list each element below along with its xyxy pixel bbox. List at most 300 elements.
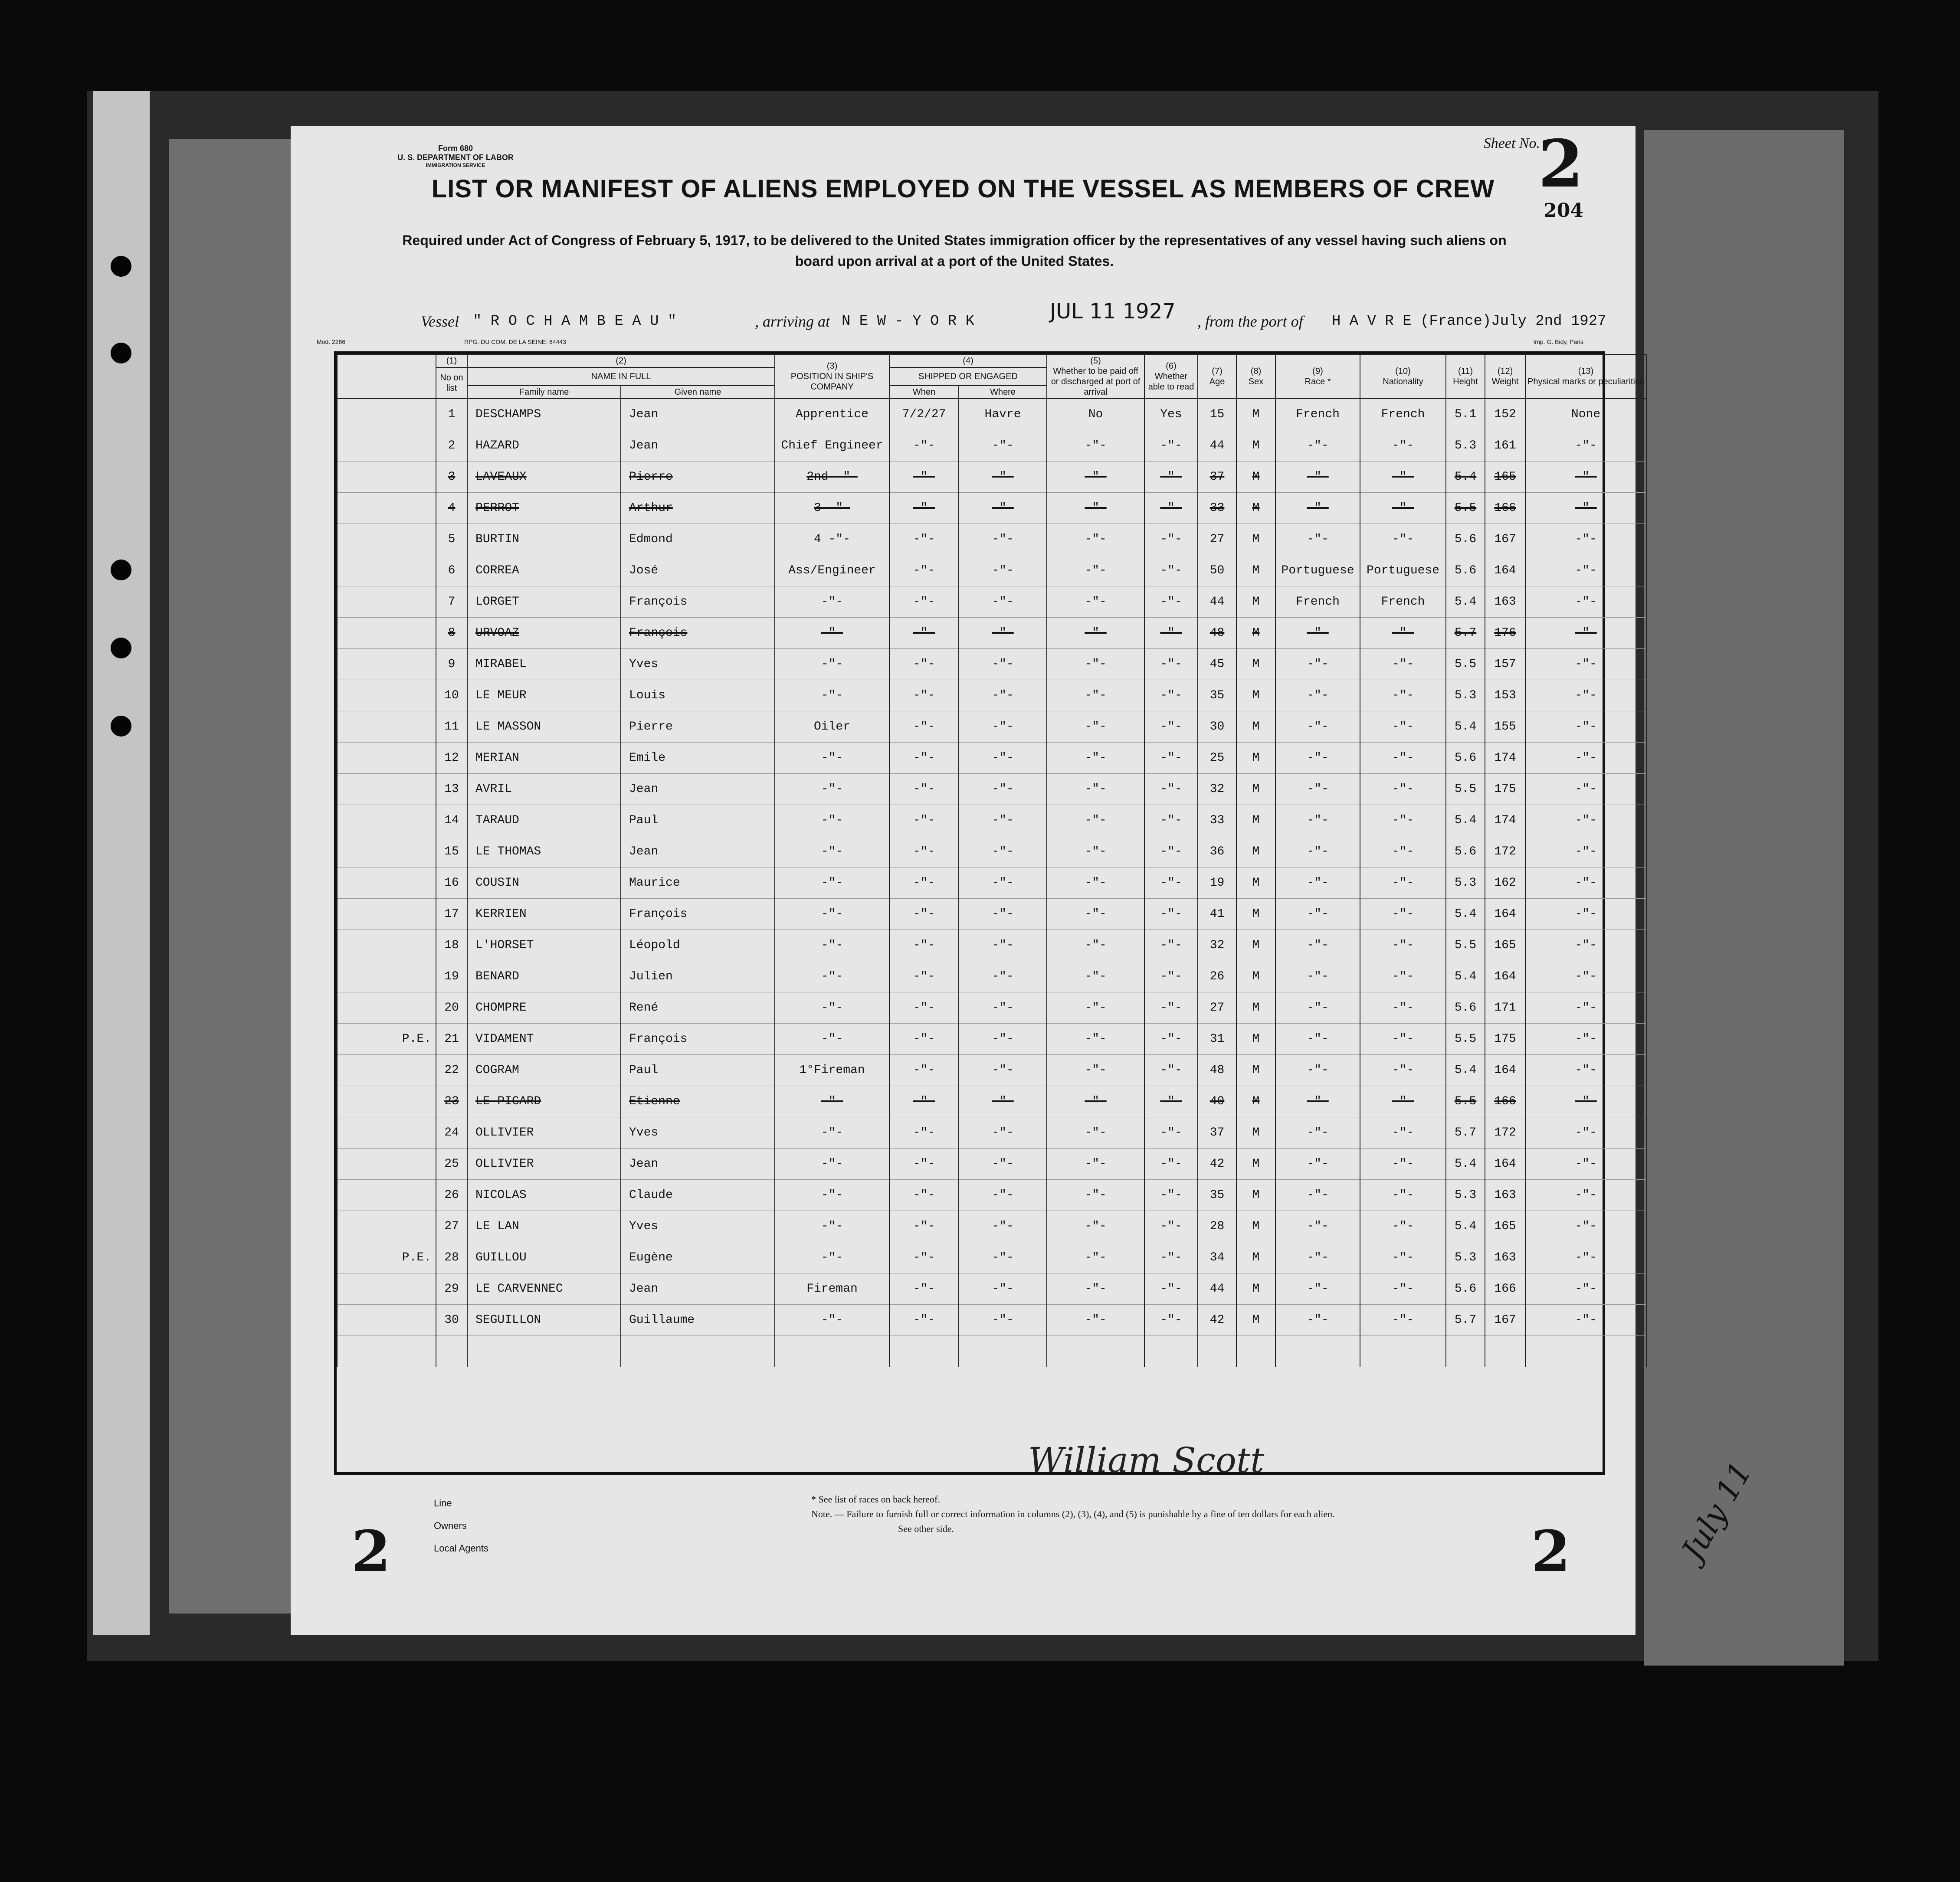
physical-marks-cell: -"- xyxy=(1525,649,1646,680)
shipped-when-cell: -"- xyxy=(889,1242,959,1273)
weight-cell: 167 xyxy=(1485,1305,1525,1336)
given-name-cell: Paul xyxy=(621,1055,775,1086)
able-to-read-cell: -"- xyxy=(1144,1149,1198,1180)
weight-cell: 155 xyxy=(1485,711,1525,743)
shipped-when-cell: -"- xyxy=(889,867,959,899)
weight-cell: 165 xyxy=(1485,930,1525,961)
see-other-side: See other side. xyxy=(898,1523,954,1534)
weight-cell: 163 xyxy=(1485,1242,1525,1273)
binder-hole xyxy=(111,716,131,736)
family-name-cell: NICOLAS xyxy=(467,1180,621,1211)
col6-header xyxy=(1144,354,1198,399)
row-number-cell: 11 xyxy=(436,711,467,743)
arrival-date-stamp: JUL 11 1927 xyxy=(1050,299,1176,324)
handwritten-date-note: July 11 xyxy=(1675,1456,1759,1566)
family-name-cell: LE MEUR xyxy=(467,680,621,711)
able-to-read-cell: -"- xyxy=(1144,930,1198,961)
physical-marks-cell: -"- xyxy=(1525,1273,1646,1305)
shipped-where-cell: -"- xyxy=(959,867,1047,899)
nationality-cell: -"- xyxy=(1360,899,1446,930)
weight-cell: 164 xyxy=(1485,1055,1525,1086)
able-to-read-cell: -"- xyxy=(1144,743,1198,774)
col10-number: (10) xyxy=(1395,367,1411,376)
shipped-where-cell: -"- xyxy=(959,836,1047,867)
weight-cell: 153 xyxy=(1485,680,1525,711)
shipped-when-cell: -"- xyxy=(889,743,959,774)
vessel-label: Vessel xyxy=(421,313,459,330)
row-number-cell: 2 xyxy=(436,430,467,461)
age-cell: 15 xyxy=(1198,399,1236,430)
vessel-name: " R O C H A M B E A U " xyxy=(473,313,677,330)
weight-cell: 162 xyxy=(1485,867,1525,899)
age-cell: 44 xyxy=(1198,1273,1236,1305)
margin-note-cell: P.E. xyxy=(337,1024,436,1055)
height-cell: 5.4 xyxy=(1446,1211,1485,1242)
sex-cell: M xyxy=(1236,1149,1275,1180)
table-row xyxy=(337,992,1646,1024)
shipped-when-cell: -"- xyxy=(889,1024,959,1055)
margin-note-cell xyxy=(337,774,436,805)
race-cell: Portuguese xyxy=(1275,555,1360,586)
empty-cell xyxy=(467,1336,621,1367)
race-cell: -"- xyxy=(1275,1273,1360,1305)
nationality-cell: -"- xyxy=(1360,1180,1446,1211)
sex-cell: M xyxy=(1236,899,1275,930)
shipped-when-cell: -"- xyxy=(889,805,959,836)
row-number-cell: 20 xyxy=(436,992,467,1024)
weight-cell: 175 xyxy=(1485,1024,1525,1055)
position-cell: -"- xyxy=(775,680,889,711)
given-name-cell: Etienne xyxy=(621,1086,775,1117)
family-name-cell: OLLIVIER xyxy=(467,1117,621,1149)
family-name-cell: BENARD xyxy=(467,961,621,992)
age-cell: 34 xyxy=(1198,1242,1236,1273)
race-cell: French xyxy=(1275,399,1360,430)
col12-label: Weight xyxy=(1491,377,1519,386)
row-number-cell: 5 xyxy=(436,524,467,555)
row-number-cell: 29 xyxy=(436,1273,467,1305)
paid-off-cell: -"- xyxy=(1047,867,1144,899)
physical-marks-cell: -"- xyxy=(1525,461,1646,493)
empty-cell xyxy=(775,1336,889,1367)
shipped-where-cell: -"- xyxy=(959,430,1047,461)
col6-label: Whether able to read xyxy=(1148,372,1194,392)
penalty-note: Note. — Failure to furnish full or correct information in columns (2), (3), (4), and (5) is punishable by a fine of ten dollars for each alien. xyxy=(811,1509,1335,1519)
given-name-cell: José xyxy=(621,555,775,586)
able-to-read-cell: -"- xyxy=(1144,961,1198,992)
family-name-cell: TARAUD xyxy=(467,805,621,836)
height-cell: 5.4 xyxy=(1446,899,1485,930)
family-name-cell: LE LAN xyxy=(467,1211,621,1242)
height-cell: 5.5 xyxy=(1446,774,1485,805)
shipped-when-cell: 7/2/27 xyxy=(889,399,959,430)
shipped-when-cell: -"- xyxy=(889,1305,959,1336)
form-number: Form 680 xyxy=(438,144,473,153)
position-cell: -"- xyxy=(775,899,889,930)
row-number-cell: 26 xyxy=(436,1180,467,1211)
age-cell: 33 xyxy=(1198,493,1236,524)
sex-cell: M xyxy=(1236,524,1275,555)
height-cell: 5.3 xyxy=(1446,430,1485,461)
row-number-cell: 17 xyxy=(436,899,467,930)
family-name-cell: COGRAM xyxy=(467,1055,621,1086)
given-name-cell: Yves xyxy=(621,649,775,680)
paid-off-cell: -"- xyxy=(1047,930,1144,961)
col4-label: SHIPPED OR ENGAGED xyxy=(889,367,1047,386)
race-cell: -"- xyxy=(1275,1211,1360,1242)
paid-off-cell: -"- xyxy=(1047,743,1144,774)
form-identifier xyxy=(364,144,547,168)
age-cell: 27 xyxy=(1198,992,1236,1024)
sex-cell: M xyxy=(1236,1055,1275,1086)
height-cell: 5.3 xyxy=(1446,1180,1485,1211)
position-cell: 1°Fireman xyxy=(775,1055,889,1086)
shipped-where-cell: Havre xyxy=(959,399,1047,430)
margin-note-cell xyxy=(337,961,436,992)
height-cell: 5.3 xyxy=(1446,867,1485,899)
position-cell: Ass/Engineer xyxy=(775,555,889,586)
race-cell: -"- xyxy=(1275,1055,1360,1086)
table-row xyxy=(337,805,1646,836)
position-cell: -"- xyxy=(775,1211,889,1242)
height-cell: 5.5 xyxy=(1446,930,1485,961)
sex-cell: M xyxy=(1236,680,1275,711)
printer-mark: Imp. G. Bidy, Paris xyxy=(1533,338,1583,345)
physical-marks-cell: -"- xyxy=(1525,1055,1646,1086)
paid-off-cell: -"- xyxy=(1047,461,1144,493)
paid-off-cell: -"- xyxy=(1047,649,1144,680)
position-cell: -"- xyxy=(775,836,889,867)
handwritten-signature: William Scott xyxy=(1028,1440,1265,1480)
sex-cell: M xyxy=(1236,493,1275,524)
physical-marks-cell: -"- xyxy=(1525,992,1646,1024)
shipped-when-cell: -"- xyxy=(889,618,959,649)
physical-marks-cell: -"- xyxy=(1525,930,1646,961)
table-row xyxy=(337,555,1646,586)
paid-off-cell: -"- xyxy=(1047,805,1144,836)
col11-header xyxy=(1446,354,1485,399)
position-cell: Apprentice xyxy=(775,399,889,430)
nationality-cell: -"- xyxy=(1360,493,1446,524)
footer-fields xyxy=(434,1492,488,1560)
nationality-cell: -"- xyxy=(1360,1305,1446,1336)
race-cell: -"- xyxy=(1275,1180,1360,1211)
given-name-cell: Jean xyxy=(621,399,775,430)
paid-off-cell: -"- xyxy=(1047,711,1144,743)
given-name-cell: Pierre xyxy=(621,461,775,493)
shipped-where-cell: -"- xyxy=(959,899,1047,930)
nationality-cell: -"- xyxy=(1360,618,1446,649)
margin-note-cell xyxy=(337,1149,436,1180)
col13-number: (13) xyxy=(1578,367,1594,376)
crew-table xyxy=(337,354,1647,1367)
margin-note-cell xyxy=(337,836,436,867)
race-cell: -"- xyxy=(1275,930,1360,961)
from-port-label: , from the port of xyxy=(1197,313,1303,330)
position-cell: -"- xyxy=(775,1024,889,1055)
row-number-cell: 6 xyxy=(436,555,467,586)
col13-header xyxy=(1525,354,1646,399)
able-to-read-cell: -"- xyxy=(1144,836,1198,867)
col9-header xyxy=(1275,354,1360,399)
row-number-cell: 24 xyxy=(436,1117,467,1149)
position-cell: -"- xyxy=(775,618,889,649)
weight-cell: 163 xyxy=(1485,1180,1525,1211)
margin-note-cell xyxy=(337,711,436,743)
margin-note-cell: P.E. xyxy=(337,1242,436,1273)
empty-cell xyxy=(889,1336,959,1367)
weight-cell: 165 xyxy=(1485,1211,1525,1242)
sex-cell: M xyxy=(1236,1180,1275,1211)
height-cell: 5.3 xyxy=(1446,1242,1485,1273)
family-name-cell: LE MASSON xyxy=(467,711,621,743)
nationality-cell: -"- xyxy=(1360,1149,1446,1180)
age-cell: 26 xyxy=(1198,961,1236,992)
sex-cell: M xyxy=(1236,930,1275,961)
row-number-cell: 8 xyxy=(436,618,467,649)
margin-note-cell xyxy=(337,867,436,899)
family-name-cell: LE CARVENNEC xyxy=(467,1273,621,1305)
able-to-read-cell: -"- xyxy=(1144,493,1198,524)
empty-cell xyxy=(621,1336,775,1367)
race-cell: -"- xyxy=(1275,680,1360,711)
empty-cell xyxy=(337,1336,436,1367)
nationality-cell: -"- xyxy=(1360,992,1446,1024)
empty-cell xyxy=(1275,1336,1360,1367)
shipped-when-cell: -"- xyxy=(889,680,959,711)
given-name-cell: Eugène xyxy=(621,1242,775,1273)
position-cell: Fireman xyxy=(775,1273,889,1305)
physical-marks-cell: -"- xyxy=(1525,493,1646,524)
shipped-where-cell: -"- xyxy=(959,493,1047,524)
row-number-cell: 13 xyxy=(436,774,467,805)
physical-marks-cell: -"- xyxy=(1525,555,1646,586)
able-to-read-cell: -"- xyxy=(1144,899,1198,930)
height-cell: 5.6 xyxy=(1446,1273,1485,1305)
nationality-cell: -"- xyxy=(1360,1055,1446,1086)
col1-number: (1) xyxy=(436,354,467,367)
margin-note-cell xyxy=(337,992,436,1024)
row-number-cell: 25 xyxy=(436,1149,467,1180)
sex-cell: M xyxy=(1236,711,1275,743)
manifest-sheet xyxy=(291,126,1645,1635)
age-cell: 40 xyxy=(1198,1086,1236,1117)
paid-off-cell: -"- xyxy=(1047,1086,1144,1117)
able-to-read-cell: -"- xyxy=(1144,992,1198,1024)
weight-cell: 161 xyxy=(1485,430,1525,461)
sex-cell: M xyxy=(1236,399,1275,430)
sex-cell: M xyxy=(1236,649,1275,680)
paid-off-cell: -"- xyxy=(1047,680,1144,711)
physical-marks-cell: -"- xyxy=(1525,867,1646,899)
weight-cell: 172 xyxy=(1485,1117,1525,1149)
table-row xyxy=(337,586,1646,618)
family-name-cell: L'HORSET xyxy=(467,930,621,961)
col12-header xyxy=(1485,354,1525,399)
physical-marks-cell: -"- xyxy=(1525,430,1646,461)
shipped-where-cell: -"- xyxy=(959,1149,1047,1180)
position-cell: -"- xyxy=(775,1117,889,1149)
vessel-line xyxy=(291,299,1636,338)
paid-off-cell: -"- xyxy=(1047,586,1144,618)
able-to-read-cell: -"- xyxy=(1144,1180,1198,1211)
height-cell: 5.7 xyxy=(1446,1305,1485,1336)
sheet-number-bottom-right: 2 xyxy=(1531,1518,1570,1584)
row-number-cell: 27 xyxy=(436,1211,467,1242)
shipped-where-cell: -"- xyxy=(959,711,1047,743)
binder-hole xyxy=(111,638,131,658)
physical-marks-cell: -"- xyxy=(1525,1024,1646,1055)
able-to-read-cell: -"- xyxy=(1144,1211,1198,1242)
sheet-no-label: Sheet No. xyxy=(1483,135,1540,151)
row-number-cell: 22 xyxy=(436,1055,467,1086)
height-cell: 5.6 xyxy=(1446,836,1485,867)
row-number-cell: 16 xyxy=(436,867,467,899)
physical-marks-cell: -"- xyxy=(1525,836,1646,867)
family-name-cell: CORREA xyxy=(467,555,621,586)
position-cell: Chief Engineer xyxy=(775,430,889,461)
row-number-cell: 30 xyxy=(436,1305,467,1336)
physical-marks-cell: -"- xyxy=(1525,1180,1646,1211)
shipped-when-cell: -"- xyxy=(889,1117,959,1149)
race-cell: -"- xyxy=(1275,805,1360,836)
nationality-cell: -"- xyxy=(1360,461,1446,493)
row-number-cell: 14 xyxy=(436,805,467,836)
sex-cell: M xyxy=(1236,961,1275,992)
sex-cell: M xyxy=(1236,805,1275,836)
given-name-cell: Paul xyxy=(621,805,775,836)
height-cell: 5.4 xyxy=(1446,961,1485,992)
empty-cell xyxy=(1047,1336,1144,1367)
col11-label: Height xyxy=(1453,377,1478,386)
margin-note-cell xyxy=(337,1117,436,1149)
table-row xyxy=(337,461,1646,493)
physical-marks-cell: -"- xyxy=(1525,1211,1646,1242)
empty-row xyxy=(337,1336,1646,1367)
given-name-cell: Louis xyxy=(621,680,775,711)
weight-cell: 171 xyxy=(1485,992,1525,1024)
physical-marks-cell: -"- xyxy=(1525,743,1646,774)
family-name-cell: COUSIN xyxy=(467,867,621,899)
nationality-cell: -"- xyxy=(1360,743,1446,774)
shipped-when-cell: -"- xyxy=(889,1149,959,1180)
age-cell: 27 xyxy=(1198,524,1236,555)
height-cell: 5.3 xyxy=(1446,680,1485,711)
age-cell: 19 xyxy=(1198,867,1236,899)
col5-header xyxy=(1047,354,1144,399)
physical-marks-cell: -"- xyxy=(1525,618,1646,649)
paid-off-cell: -"- xyxy=(1047,1180,1144,1211)
height-cell: 5.5 xyxy=(1446,1086,1485,1117)
weight-cell: 152 xyxy=(1485,399,1525,430)
row-number-cell: 10 xyxy=(436,680,467,711)
physical-marks-cell: -"- xyxy=(1525,1149,1646,1180)
shipped-when-cell: -"- xyxy=(889,649,959,680)
sex-cell: M xyxy=(1236,1086,1275,1117)
shipped-where-cell: -"- xyxy=(959,586,1047,618)
height-cell: 5.1 xyxy=(1446,399,1485,430)
header-row xyxy=(337,354,1646,367)
sex-cell: M xyxy=(1236,867,1275,899)
binder-hole xyxy=(111,256,131,277)
age-cell: 32 xyxy=(1198,930,1236,961)
position-cell: -"- xyxy=(775,774,889,805)
table-row xyxy=(337,493,1646,524)
age-cell: 44 xyxy=(1198,430,1236,461)
nationality-cell: French xyxy=(1360,399,1446,430)
race-cell: -"- xyxy=(1275,1024,1360,1055)
race-cell: -"- xyxy=(1275,618,1360,649)
paid-off-cell: No xyxy=(1047,399,1144,430)
nationality-cell: -"- xyxy=(1360,961,1446,992)
family-name-cell: PERROT xyxy=(467,493,621,524)
shipped-when-cell: -"- xyxy=(889,1086,959,1117)
empty-cell xyxy=(1525,1336,1646,1367)
col3-header xyxy=(775,354,889,399)
crew-manifest-table xyxy=(334,351,1645,1475)
table-row xyxy=(337,1117,1646,1149)
row-number-cell: 12 xyxy=(436,743,467,774)
position-cell: -"- xyxy=(775,992,889,1024)
weight-cell: 166 xyxy=(1485,493,1525,524)
race-cell: -"- xyxy=(1275,836,1360,867)
paid-off-cell: -"- xyxy=(1047,618,1144,649)
row-number-cell: 9 xyxy=(436,649,467,680)
table-row xyxy=(337,1180,1646,1211)
sex-cell: M xyxy=(1236,1117,1275,1149)
weight-cell: 172 xyxy=(1485,836,1525,867)
shipped-where-cell: -"- xyxy=(959,1273,1047,1305)
age-cell: 48 xyxy=(1198,618,1236,649)
margin-note-cell xyxy=(337,1055,436,1086)
shipped-when-cell: -"- xyxy=(889,555,959,586)
age-cell: 41 xyxy=(1198,899,1236,930)
age-cell: 42 xyxy=(1198,1149,1236,1180)
col10-header xyxy=(1360,354,1446,399)
given-name-cell: Guillaume xyxy=(621,1305,775,1336)
able-to-read-cell: -"- xyxy=(1144,711,1198,743)
shipped-when-cell: -"- xyxy=(889,1055,959,1086)
shipped-where-cell: -"- xyxy=(959,555,1047,586)
position-cell: -"- xyxy=(775,586,889,618)
physical-marks-cell: -"- xyxy=(1525,1086,1646,1117)
family-name-cell: LAVEAUX xyxy=(467,461,621,493)
table-row xyxy=(337,1086,1646,1117)
given-name-cell: Arthur xyxy=(621,493,775,524)
paid-off-cell: -"- xyxy=(1047,961,1144,992)
row-number-cell: 3 xyxy=(436,461,467,493)
left-folder-tab xyxy=(169,139,299,1614)
empty-cell xyxy=(1360,1336,1446,1367)
height-cell: 5.7 xyxy=(1446,1117,1485,1149)
shipped-where-cell: -"- xyxy=(959,618,1047,649)
height-cell: 5.6 xyxy=(1446,555,1485,586)
col1-label: No on list xyxy=(436,367,467,399)
given-name-cell: Edmond xyxy=(621,524,775,555)
able-to-read-cell: -"- xyxy=(1144,680,1198,711)
col7-header xyxy=(1198,354,1236,399)
shipped-when-cell: -"- xyxy=(889,774,959,805)
table-row xyxy=(337,867,1646,899)
paid-off-cell: -"- xyxy=(1047,1211,1144,1242)
family-name-cell: MERIAN xyxy=(467,743,621,774)
age-cell: 36 xyxy=(1198,836,1236,867)
position-cell: -"- xyxy=(775,1180,889,1211)
given-name-cell: Maurice xyxy=(621,867,775,899)
given-name-header: Given name xyxy=(621,386,775,399)
shipped-when-cell: -"- xyxy=(889,586,959,618)
shipped-when-cell: -"- xyxy=(889,930,959,961)
